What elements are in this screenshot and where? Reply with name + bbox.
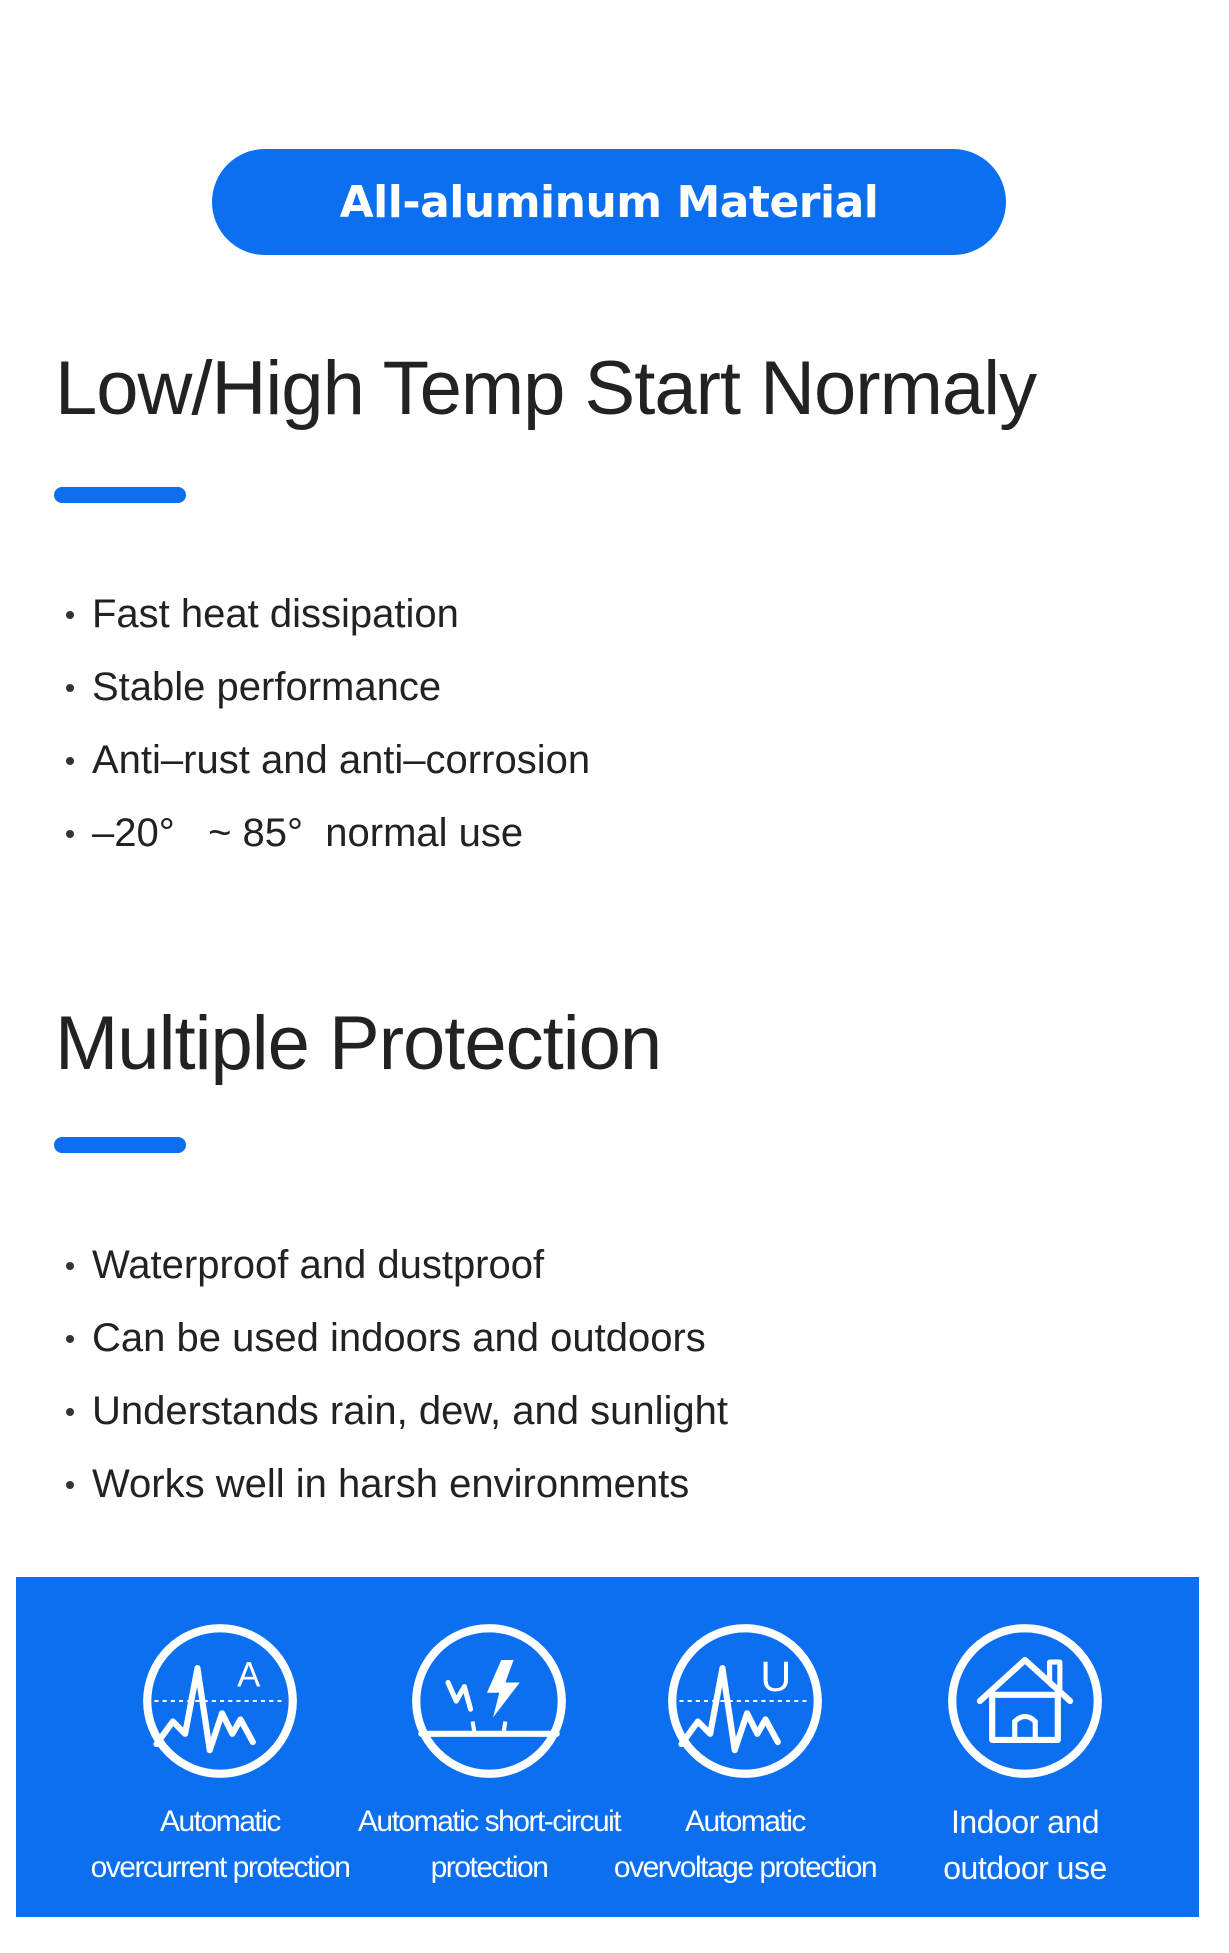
material-badge-label: All-aluminum Material xyxy=(339,176,879,228)
feature-indoor-outdoor xyxy=(880,1577,1170,1917)
list-item: Works well in harsh environments xyxy=(66,1448,728,1521)
bullet-dot xyxy=(66,1335,74,1343)
feature-label-line2: overcurrent protection xyxy=(90,1851,350,1884)
feature-label-line2: overvoltage protection xyxy=(613,1851,877,1884)
feature-label-line1: Automatic short-circuit xyxy=(357,1805,621,1838)
bullet-dot xyxy=(66,1481,74,1489)
protection-heading: Multiple Protection xyxy=(55,1001,662,1086)
bullet-dot xyxy=(66,684,74,692)
feature-label-line1: Indoor and xyxy=(950,1804,1099,1840)
feature-short-circuit xyxy=(344,1577,634,1917)
list-item: Waterproof and dustproof xyxy=(66,1229,728,1302)
list-item: Understands rain, dew, and sunlight xyxy=(66,1375,728,1448)
list-item: –20° ~ 85° normal use xyxy=(66,797,590,870)
house-icon xyxy=(943,1619,1107,1783)
bullet-dot xyxy=(66,1408,74,1416)
feature-label-line1: Automatic xyxy=(685,1805,805,1838)
bullet-dot xyxy=(66,611,74,619)
list-item: Can be used indoors and outdoors xyxy=(66,1302,728,1375)
list-item: Stable performance xyxy=(66,651,590,724)
svg-text:U: U xyxy=(760,1652,792,1701)
overcurrent-icon xyxy=(138,1619,302,1783)
protection-features-banner xyxy=(16,1577,1199,1917)
feature-label-line2: protection xyxy=(430,1851,548,1884)
feature-label-line2: outdoor use xyxy=(943,1850,1107,1886)
list-item: Anti–rust and anti–corrosion xyxy=(66,724,590,797)
heading-underline xyxy=(54,1137,186,1153)
material-badge xyxy=(212,149,1006,255)
protection-feature-list xyxy=(66,1229,728,1521)
feature-overvoltage xyxy=(600,1577,890,1917)
overvoltage-icon xyxy=(663,1619,827,1783)
feature-label-line1: Automatic xyxy=(160,1805,280,1838)
temperature-heading: Low/High Temp Start Normaly xyxy=(55,346,1037,431)
bullet-dot xyxy=(66,757,74,765)
bullet-dot xyxy=(66,1262,74,1270)
bullet-dot xyxy=(66,830,74,838)
svg-text:A: A xyxy=(237,1655,261,1695)
heading-underline xyxy=(54,487,186,503)
feature-overcurrent xyxy=(75,1577,365,1917)
list-item: Fast heat dissipation xyxy=(66,578,590,651)
short-circuit-icon xyxy=(407,1619,571,1783)
temperature-feature-list xyxy=(66,578,590,870)
